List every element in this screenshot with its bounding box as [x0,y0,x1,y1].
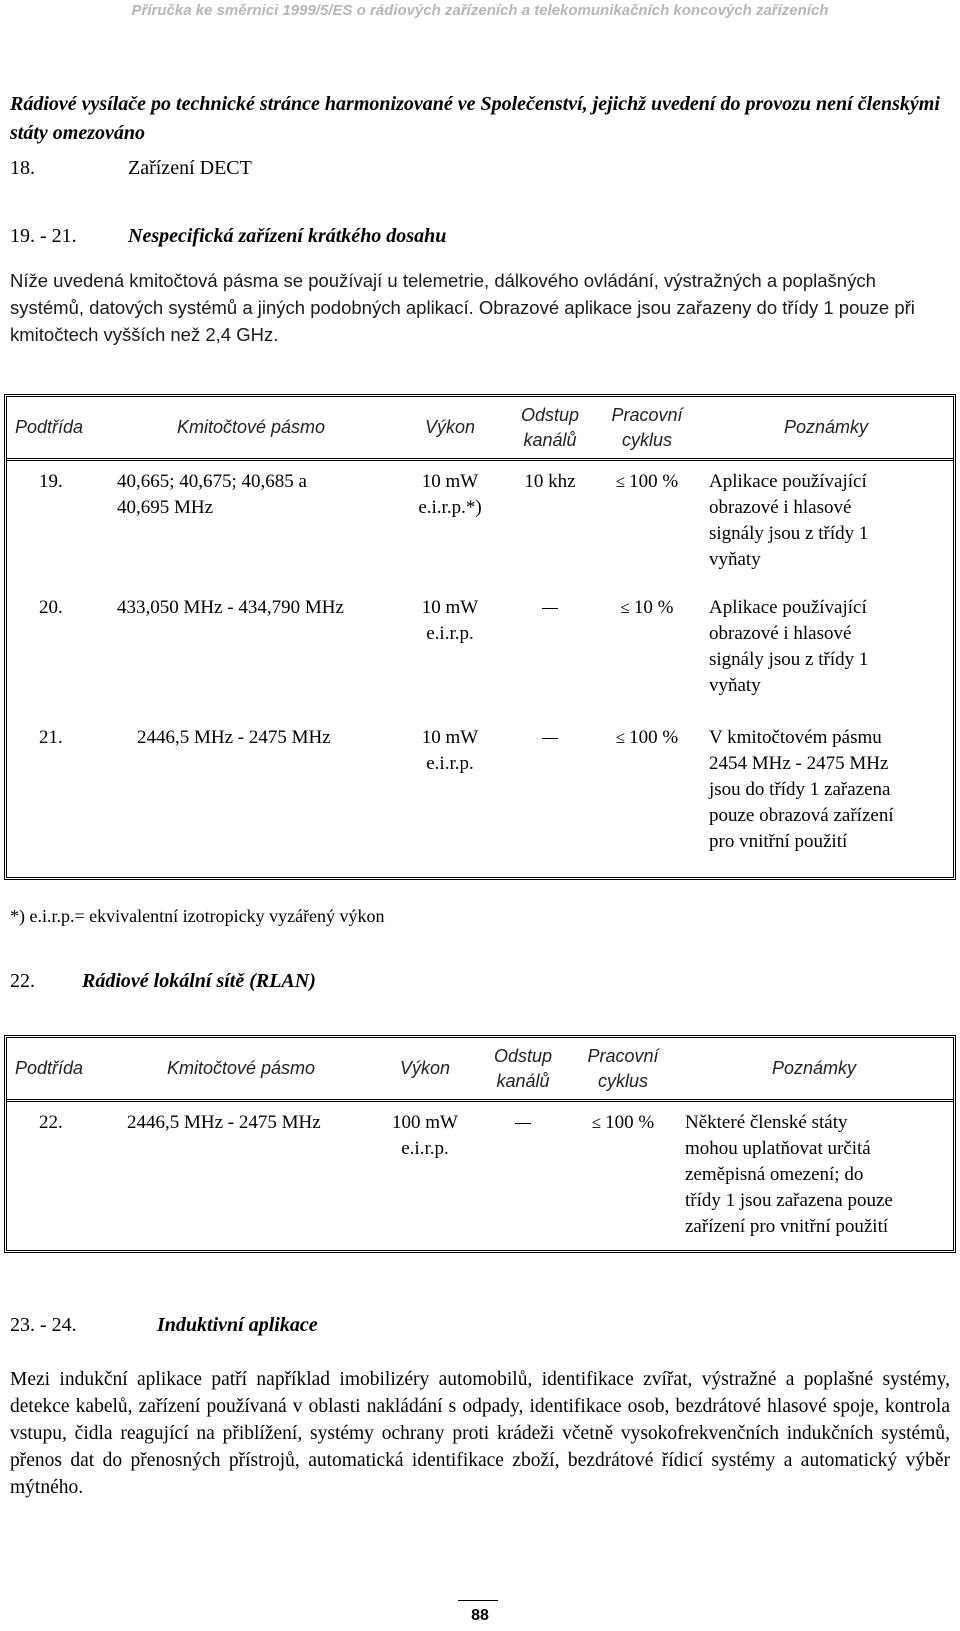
section-22-title: Rádiové lokální sítě (RLAN) [82,970,316,992]
section-19-number: 19. - 21. [10,225,77,247]
section-23-title: Induktivní aplikace [157,1314,318,1336]
section-23-number: 23. - 24. [10,1314,77,1336]
cell-band: 433,050 MHz - 434,790 MHz [117,597,344,618]
cell-spacing [475,1102,571,1250]
cell-subclass: 20. [39,597,63,618]
less-equal-icon: ≤ [615,472,626,491]
cell-duty: ≤ 100 % [615,727,679,748]
header-notes: Poznámky [675,1038,953,1102]
section-19-title: Nespecifická zařízení krátkého dosahu [128,225,447,247]
cell-subclass: 21. [39,727,63,748]
less-equal-icon: ≤ [615,728,626,747]
page-number: 88 [471,1607,489,1624]
less-equal-icon: ≤ [591,1113,602,1132]
dash-icon [542,738,558,739]
footnote: *) e.i.r.p.= ekvivalentní izotropicky vyzářený výkon [10,906,385,926]
header-band: Kmitočtové pásmo [107,397,395,461]
table-header-row [7,397,953,461]
dash-icon [515,1123,531,1124]
header-duty: Pracovní cyklus [595,397,699,461]
table-header-row [7,1038,953,1102]
cell-spacing: 10 khz [524,471,576,492]
cell-subclass: 19. [39,471,63,492]
page-number-rule [458,1600,498,1601]
cell-duty: ≤ 100 % [615,471,679,492]
cell-power: 100 mW e.i.r.p. [392,1112,458,1159]
cell-note: Některé členské státy mohou uplatňovat určitá zeměpisná omezení; do třídy 1 jsou zařazena pouze zařízení pro vnitřní použití [685,1112,893,1237]
section-19-paragraph: Níže uvedená kmitočtová pásma se používají u telemetrie, dálkového ovládání, výstražných a poplašných systémů, datových systémů a jiných podobných aplikací. Obrazové aplikace jsou zařazeny do třídy 1 pouze při kmitočtech vyšších než 2,4 GHz. [10,270,915,345]
cell-spacing [505,725,595,877]
rlan-table [4,1035,956,1253]
table-row [7,461,953,595]
cell-band: 2446,5 MHz - 2475 MHz [127,1112,321,1133]
header-power: Výkon [375,1038,475,1102]
header-notes: Poznámky [699,397,953,461]
table-row [7,595,953,725]
cell-band: 40,665; 40,675; 40,685 a 40,695 MHz [117,471,307,518]
cell-band: 2446,5 MHz - 2475 MHz [137,727,331,748]
header-power: Výkon [395,397,505,461]
less-equal-icon: ≤ [620,598,630,617]
table-row [7,1102,953,1250]
cell-note: V kmitočtovém pásmu 2454 MHz - 2475 MHz jsou do třídy 1 zařazena pouze obrazová zařízení pro vnitřní použití [709,727,894,852]
table-row [7,725,953,877]
header-duty: Pracovní cyklus [571,1038,675,1102]
header-spacing: Odstup kanálů [475,1038,571,1102]
section-22-number: 22. [10,970,35,992]
cell-spacing [505,595,595,725]
header-spacing: Odstup kanálů [505,397,595,461]
intro-title: Rádiové vysílače po technické stránce harmonizované ve Společenství, jejichž uvedení do provozu není členskými státy omezováno [10,93,940,144]
cell-duty: ≤ 100 % [591,1112,655,1133]
cell-power: 10 mW e.i.r.p.*) [418,471,482,518]
srd-table [4,394,956,880]
section-23-paragraph: Mezi indukční aplikace patří například imobilizéry automobilů, identifikace zvířat, výstražné a poplašné systémy, detekce kabelů, zařízení používaná v oblasti nakládání s odpady, identifikace osob, bezdrátové hlasové spoje, kontrola vstupu, čidla reagující na přiblížení, systémy ochrany proti krádeži včetně vysokofrekvenčních indukčních systémů, přenos dat do přenosných přístrojů, automatická identifikace zboží, bezdrátové řídicí systémy a automatický výběr mýtného. [10,1369,950,1498]
cell-note: Aplikace používající obrazové i hlasové signály jsou z třídy 1 vyňaty [709,471,869,570]
cell-duty: ≤ 10 % [620,597,674,618]
cell-power: 10 mW e.i.r.p. [421,597,479,644]
header-subclass: Podtřída [7,1038,107,1102]
section-18-number: 18. [10,157,35,179]
running-header: Příručka ke směrnici 1999/5/ES o rádiových zařízeních a telekomunikačních koncových zařízeních [131,2,829,19]
dash-icon [542,608,558,609]
cell-note: Aplikace používající obrazové i hlasové signály jsou z třídy 1 vyňaty [709,597,869,696]
section-18-title: Zařízení DECT [128,157,252,179]
header-band: Kmitočtové pásmo [107,1038,375,1102]
cell-power: 10 mW e.i.r.p. [421,727,479,774]
cell-subclass: 22. [39,1112,63,1133]
header-subclass: Podtřída [7,397,107,461]
